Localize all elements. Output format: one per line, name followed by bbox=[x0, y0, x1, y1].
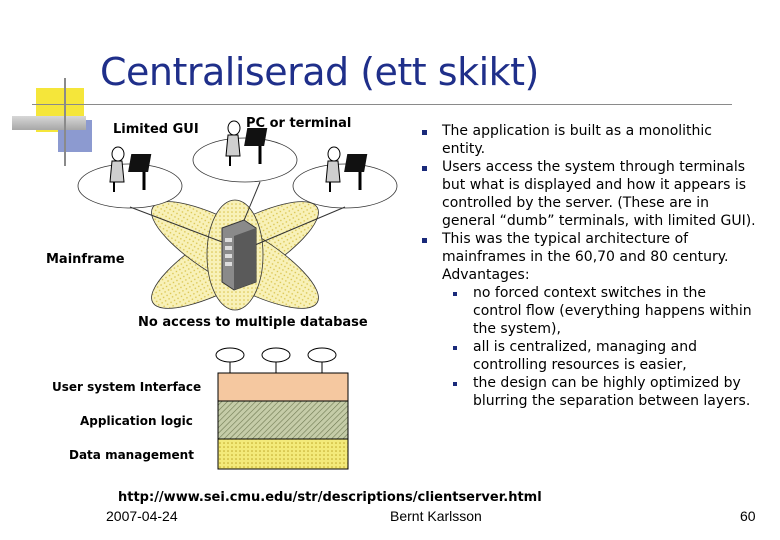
bullet-item bbox=[416, 158, 756, 230]
label-no-access: No access to multiple database bbox=[138, 315, 368, 330]
bullet-text: This was the typical architecture of mainframes in the 60,70 and 80 century. Advantages: bbox=[442, 231, 729, 283]
layer-ui-box bbox=[218, 373, 348, 401]
source-url: http://www.sei.cmu.edu/str/descriptions/clientserver.html bbox=[118, 490, 542, 505]
sub-bullet-item bbox=[416, 374, 756, 410]
footer-author: Bernt Karlsson bbox=[390, 508, 482, 524]
terminal-oval bbox=[308, 348, 336, 362]
label-mainframe: Mainframe bbox=[46, 252, 125, 267]
architecture-diagram bbox=[30, 110, 410, 350]
bullet-item bbox=[416, 122, 756, 158]
terminal-oval bbox=[216, 348, 244, 362]
sub-bullet-item bbox=[416, 338, 756, 374]
bullet-text: The application is built as a monolithic entity. bbox=[442, 123, 712, 157]
bullet-item bbox=[416, 230, 756, 284]
bullet-list bbox=[416, 122, 756, 410]
footer-date: 2007-04-24 bbox=[106, 508, 178, 524]
page-number: 60 bbox=[740, 508, 756, 524]
sub-bullet-text: no forced context switches in the control flow (everything happens within the system), bbox=[473, 285, 752, 337]
mainframe-server-icon bbox=[222, 220, 256, 290]
label-application-logic: Application logic bbox=[80, 414, 193, 428]
sub-bullet-item bbox=[416, 284, 756, 338]
bullet-square-icon bbox=[453, 382, 457, 386]
page-title: Centraliserad (ett skikt) bbox=[100, 50, 539, 94]
bullet-square-icon bbox=[453, 346, 457, 350]
bullet-square-icon bbox=[453, 292, 457, 296]
label-pc-terminal: PC or terminal bbox=[246, 116, 352, 131]
terminal-oval bbox=[262, 348, 290, 362]
label-data-management: Data management bbox=[69, 448, 194, 462]
bullet-text: Users access the system through terminals but what is displayed and how it appears is controlled by the server. (These are in general “dumb” terminals, with limited GUI). bbox=[442, 159, 756, 229]
deco-horizontal-line bbox=[32, 104, 732, 105]
label-limited-gui: Limited GUI bbox=[113, 122, 199, 137]
bullet-square-icon bbox=[422, 130, 427, 135]
bullet-square-icon bbox=[422, 166, 427, 171]
layer-data-box bbox=[218, 439, 348, 469]
sub-bullet-text: all is centralized, managing and controlling resources is easier, bbox=[473, 339, 697, 373]
layer-stack-diagram bbox=[210, 345, 360, 475]
layer-app-box bbox=[218, 401, 348, 439]
label-user-system-interface: User system Interface bbox=[52, 380, 202, 394]
sub-bullet-text: the design can be highly optimized by blurring the separation between layers. bbox=[473, 375, 751, 409]
bullet-square-icon bbox=[422, 238, 427, 243]
